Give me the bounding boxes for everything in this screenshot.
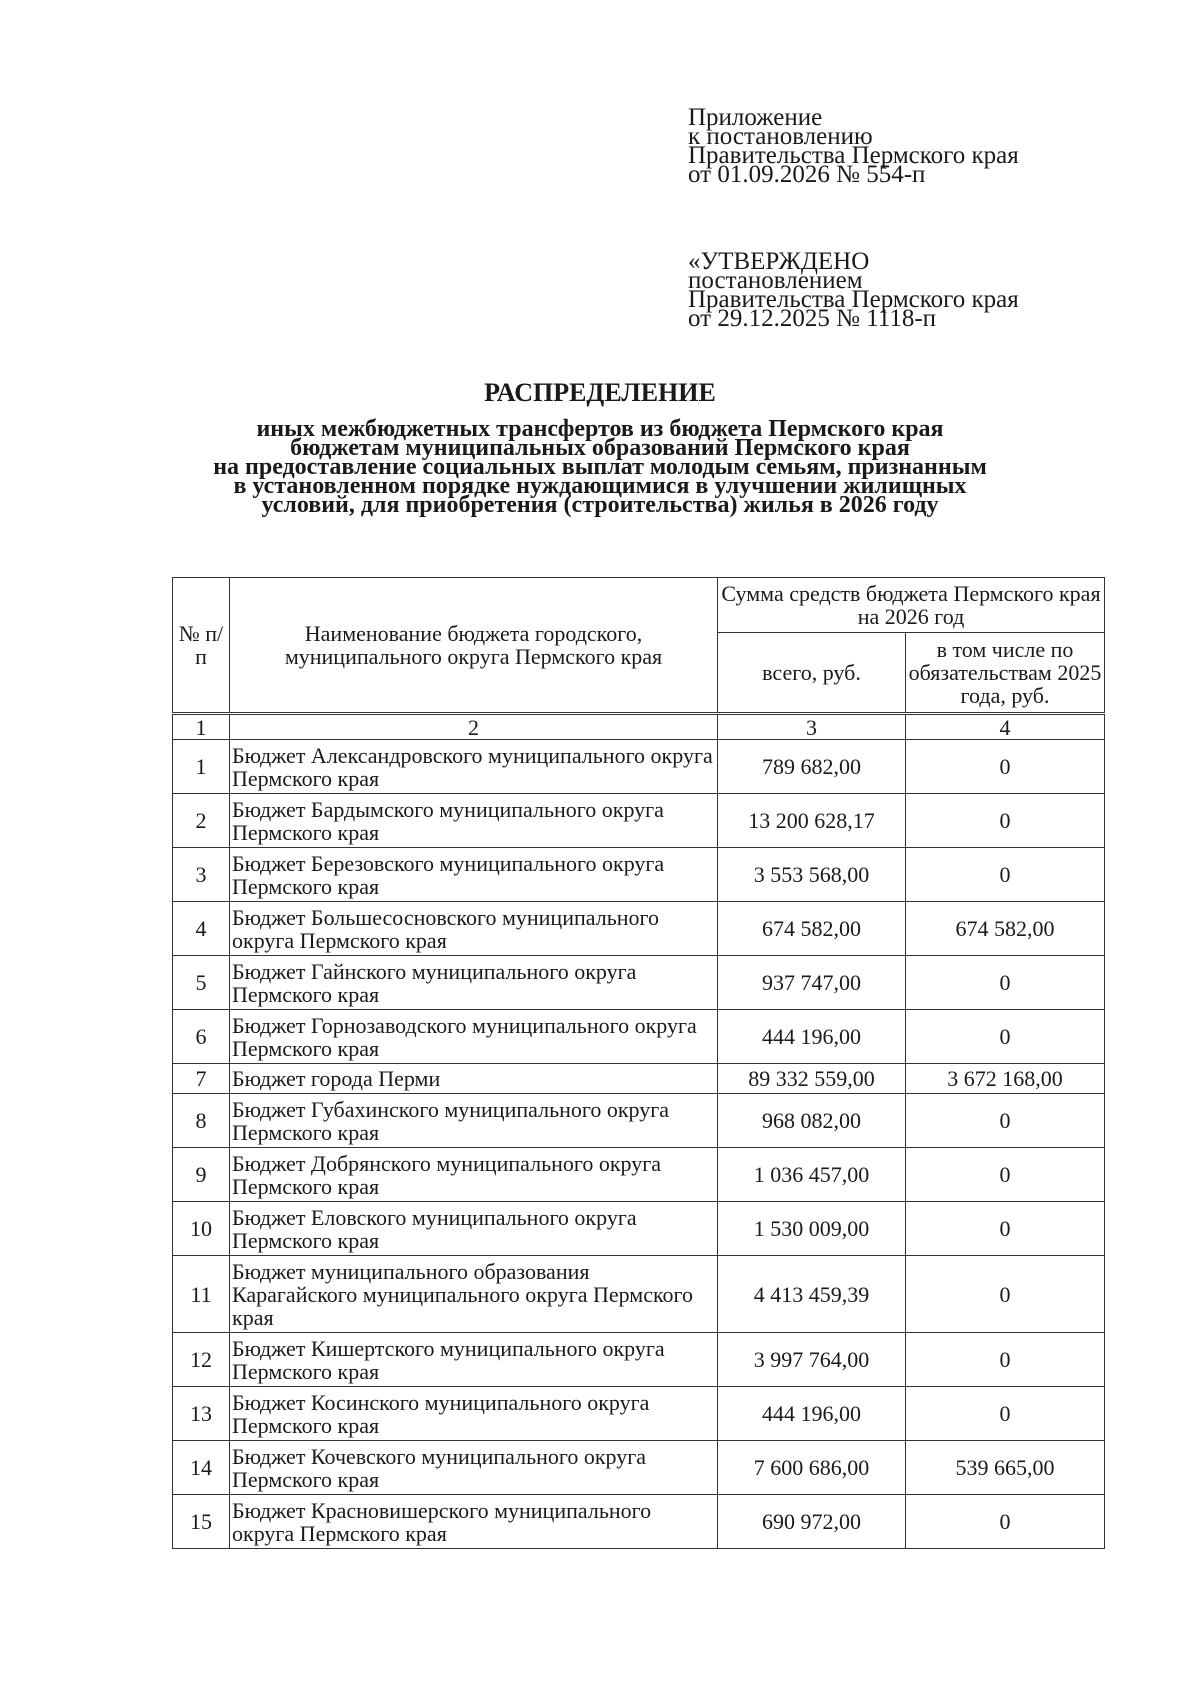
row-obligations-amount: 0: [906, 1495, 1105, 1549]
row-total-amount: 3 997 764,00: [718, 1333, 906, 1387]
table-row: [173, 1148, 1105, 1202]
approval-line: Правительства Пермского края: [688, 286, 1019, 313]
row-number: 2: [173, 794, 230, 848]
row-budget-name: Бюджет Александровского муниципального округа Пермского края: [230, 740, 718, 794]
table-row: [173, 1441, 1105, 1495]
row-budget-name: Бюджет города Перми: [230, 1064, 718, 1094]
row-obligations-amount: 539 665,00: [906, 1441, 1105, 1495]
row-total-amount: 674 582,00: [718, 902, 906, 956]
table-row: [173, 794, 1105, 848]
table-row: [173, 1256, 1105, 1333]
row-obligations-amount: 0: [906, 848, 1105, 902]
row-total-amount: 690 972,00: [718, 1495, 906, 1549]
row-number: 1: [173, 740, 230, 794]
row-budget-name: Бюджет Березовского муниципального округа Пермского края: [230, 848, 718, 902]
row-obligations-amount: 0: [906, 794, 1105, 848]
column-number: 4: [906, 714, 1105, 740]
table-row: [173, 902, 1105, 956]
row-number: 12: [173, 1333, 230, 1387]
row-total-amount: 89 332 559,00: [718, 1064, 906, 1094]
row-total-amount: 3 553 568,00: [718, 848, 906, 902]
row-obligations-amount: 0: [906, 1387, 1105, 1441]
row-obligations-amount: 674 582,00: [906, 902, 1105, 956]
column-number: 1: [173, 714, 230, 740]
row-total-amount: 4 413 459,39: [718, 1256, 906, 1333]
row-number: 10: [173, 1202, 230, 1256]
row-obligations-amount: 0: [906, 1094, 1105, 1148]
table-row: [173, 1202, 1105, 1256]
row-number: 11: [173, 1256, 230, 1333]
row-obligations-amount: 3 672 168,00: [906, 1064, 1105, 1094]
row-number: 14: [173, 1441, 230, 1495]
header-num: № п/п: [173, 578, 230, 714]
row-number: 6: [173, 1010, 230, 1064]
row-budget-name: Бюджет Губахинского муниципального округа Пермского края: [230, 1094, 718, 1148]
header-obligations: в том числе по обязательствам 2025 года, руб.: [906, 633, 1105, 714]
row-total-amount: 789 682,00: [718, 740, 906, 794]
subtitle-line: в установленном порядке нуждающимися в улучшении жилищных: [233, 473, 967, 499]
row-budget-name: Бюджет Большесосновского муниципального округа Пермского края: [230, 902, 718, 956]
table-row: [173, 1064, 1105, 1094]
row-number: 13: [173, 1387, 230, 1441]
subtitle-line: иных межбюджетных трансфертов из бюджета Пермского края: [256, 416, 944, 442]
approval-line: от 29.12.2025 № 1118-п: [688, 305, 937, 332]
row-obligations-amount: 0: [906, 956, 1105, 1010]
table-row: [173, 1094, 1105, 1148]
table-row: [173, 1010, 1105, 1064]
table-body: [173, 740, 1105, 1549]
document-title: РАСПРЕДЕЛЕНИЕ: [484, 378, 716, 407]
appendix-line: к постановлению: [688, 123, 873, 150]
row-total-amount: 7 600 686,00: [718, 1441, 906, 1495]
table-row: [173, 956, 1105, 1010]
table-row: [173, 848, 1105, 902]
table-row: [173, 1387, 1105, 1441]
approval-line: постановлением: [688, 267, 863, 294]
row-obligations-amount: 0: [906, 1256, 1105, 1333]
row-obligations-amount: 0: [906, 1010, 1105, 1064]
appendix-line: Приложение: [688, 104, 823, 131]
row-budget-name: Бюджет муниципального образования Карагайского муниципального округа Пермского края: [230, 1256, 718, 1333]
row-obligations-amount: 0: [906, 1333, 1105, 1387]
header-sum-group: Сумма средств бюджета Пермского края на 2026 год: [718, 578, 1105, 633]
row-number: 8: [173, 1094, 230, 1148]
row-obligations-amount: 0: [906, 740, 1105, 794]
appendix-line: Правительства Пермского края: [688, 142, 1019, 169]
column-number: 3: [718, 714, 906, 740]
approval-block: [688, 248, 1019, 332]
document-subtitle: [0, 416, 1200, 518]
row-obligations-amount: 0: [906, 1148, 1105, 1202]
appendix-line: от 01.09.2026 № 554-п: [688, 161, 926, 188]
table-row: [173, 1495, 1105, 1549]
row-budget-name: Бюджет Кишертского муниципального округа Пермского края: [230, 1333, 718, 1387]
row-number: 9: [173, 1148, 230, 1202]
row-budget-name: Бюджет Гайнского муниципального округа Пермского края: [230, 956, 718, 1010]
row-obligations-amount: 0: [906, 1202, 1105, 1256]
row-number: 15: [173, 1495, 230, 1549]
row-number: 3: [173, 848, 230, 902]
table-row: [173, 740, 1105, 794]
approval-line: «УТВЕРЖДЕНО: [688, 248, 870, 275]
row-budget-name: Бюджет Кочевского муниципального округа Пермского края: [230, 1441, 718, 1495]
row-budget-name: Бюджет Красновишерского муниципального округа Пермского края: [230, 1495, 718, 1549]
row-total-amount: 937 747,00: [718, 956, 906, 1010]
subtitle-line: на предоставление социальных выплат молодым семьям, признанным: [213, 454, 987, 480]
row-total-amount: 1 036 457,00: [718, 1148, 906, 1202]
row-budget-name: Бюджет Бардымского муниципального округа Пермского края: [230, 794, 718, 848]
row-number: 4: [173, 902, 230, 956]
row-total-amount: 13 200 628,17: [718, 794, 906, 848]
row-total-amount: 444 196,00: [718, 1010, 906, 1064]
table-row: [173, 1333, 1105, 1387]
row-number: 7: [173, 1064, 230, 1094]
column-number: 2: [230, 714, 718, 740]
row-budget-name: Бюджет Горнозаводского муниципального округа Пермского края: [230, 1010, 718, 1064]
distribution-table: [172, 577, 1105, 1549]
row-total-amount: 444 196,00: [718, 1387, 906, 1441]
row-total-amount: 1 530 009,00: [718, 1202, 906, 1256]
header-name: Наименование бюджета городского, муниципального округа Пермского края: [230, 578, 718, 714]
row-budget-name: Бюджет Добрянского муниципального округа Пермского края: [230, 1148, 718, 1202]
subtitle-line: бюджетам муниципальных образований Пермского края: [290, 435, 910, 461]
header-total: всего, руб.: [718, 633, 906, 714]
row-total-amount: 968 082,00: [718, 1094, 906, 1148]
row-number: 5: [173, 956, 230, 1010]
appendix-block: [688, 104, 1019, 188]
subtitle-line: условий, для приобретения (строительства) жилья в 2026 году: [261, 492, 939, 518]
row-budget-name: Бюджет Еловского муниципального округа Пермского края: [230, 1202, 718, 1256]
row-budget-name: Бюджет Косинского муниципального округа Пермского края: [230, 1387, 718, 1441]
